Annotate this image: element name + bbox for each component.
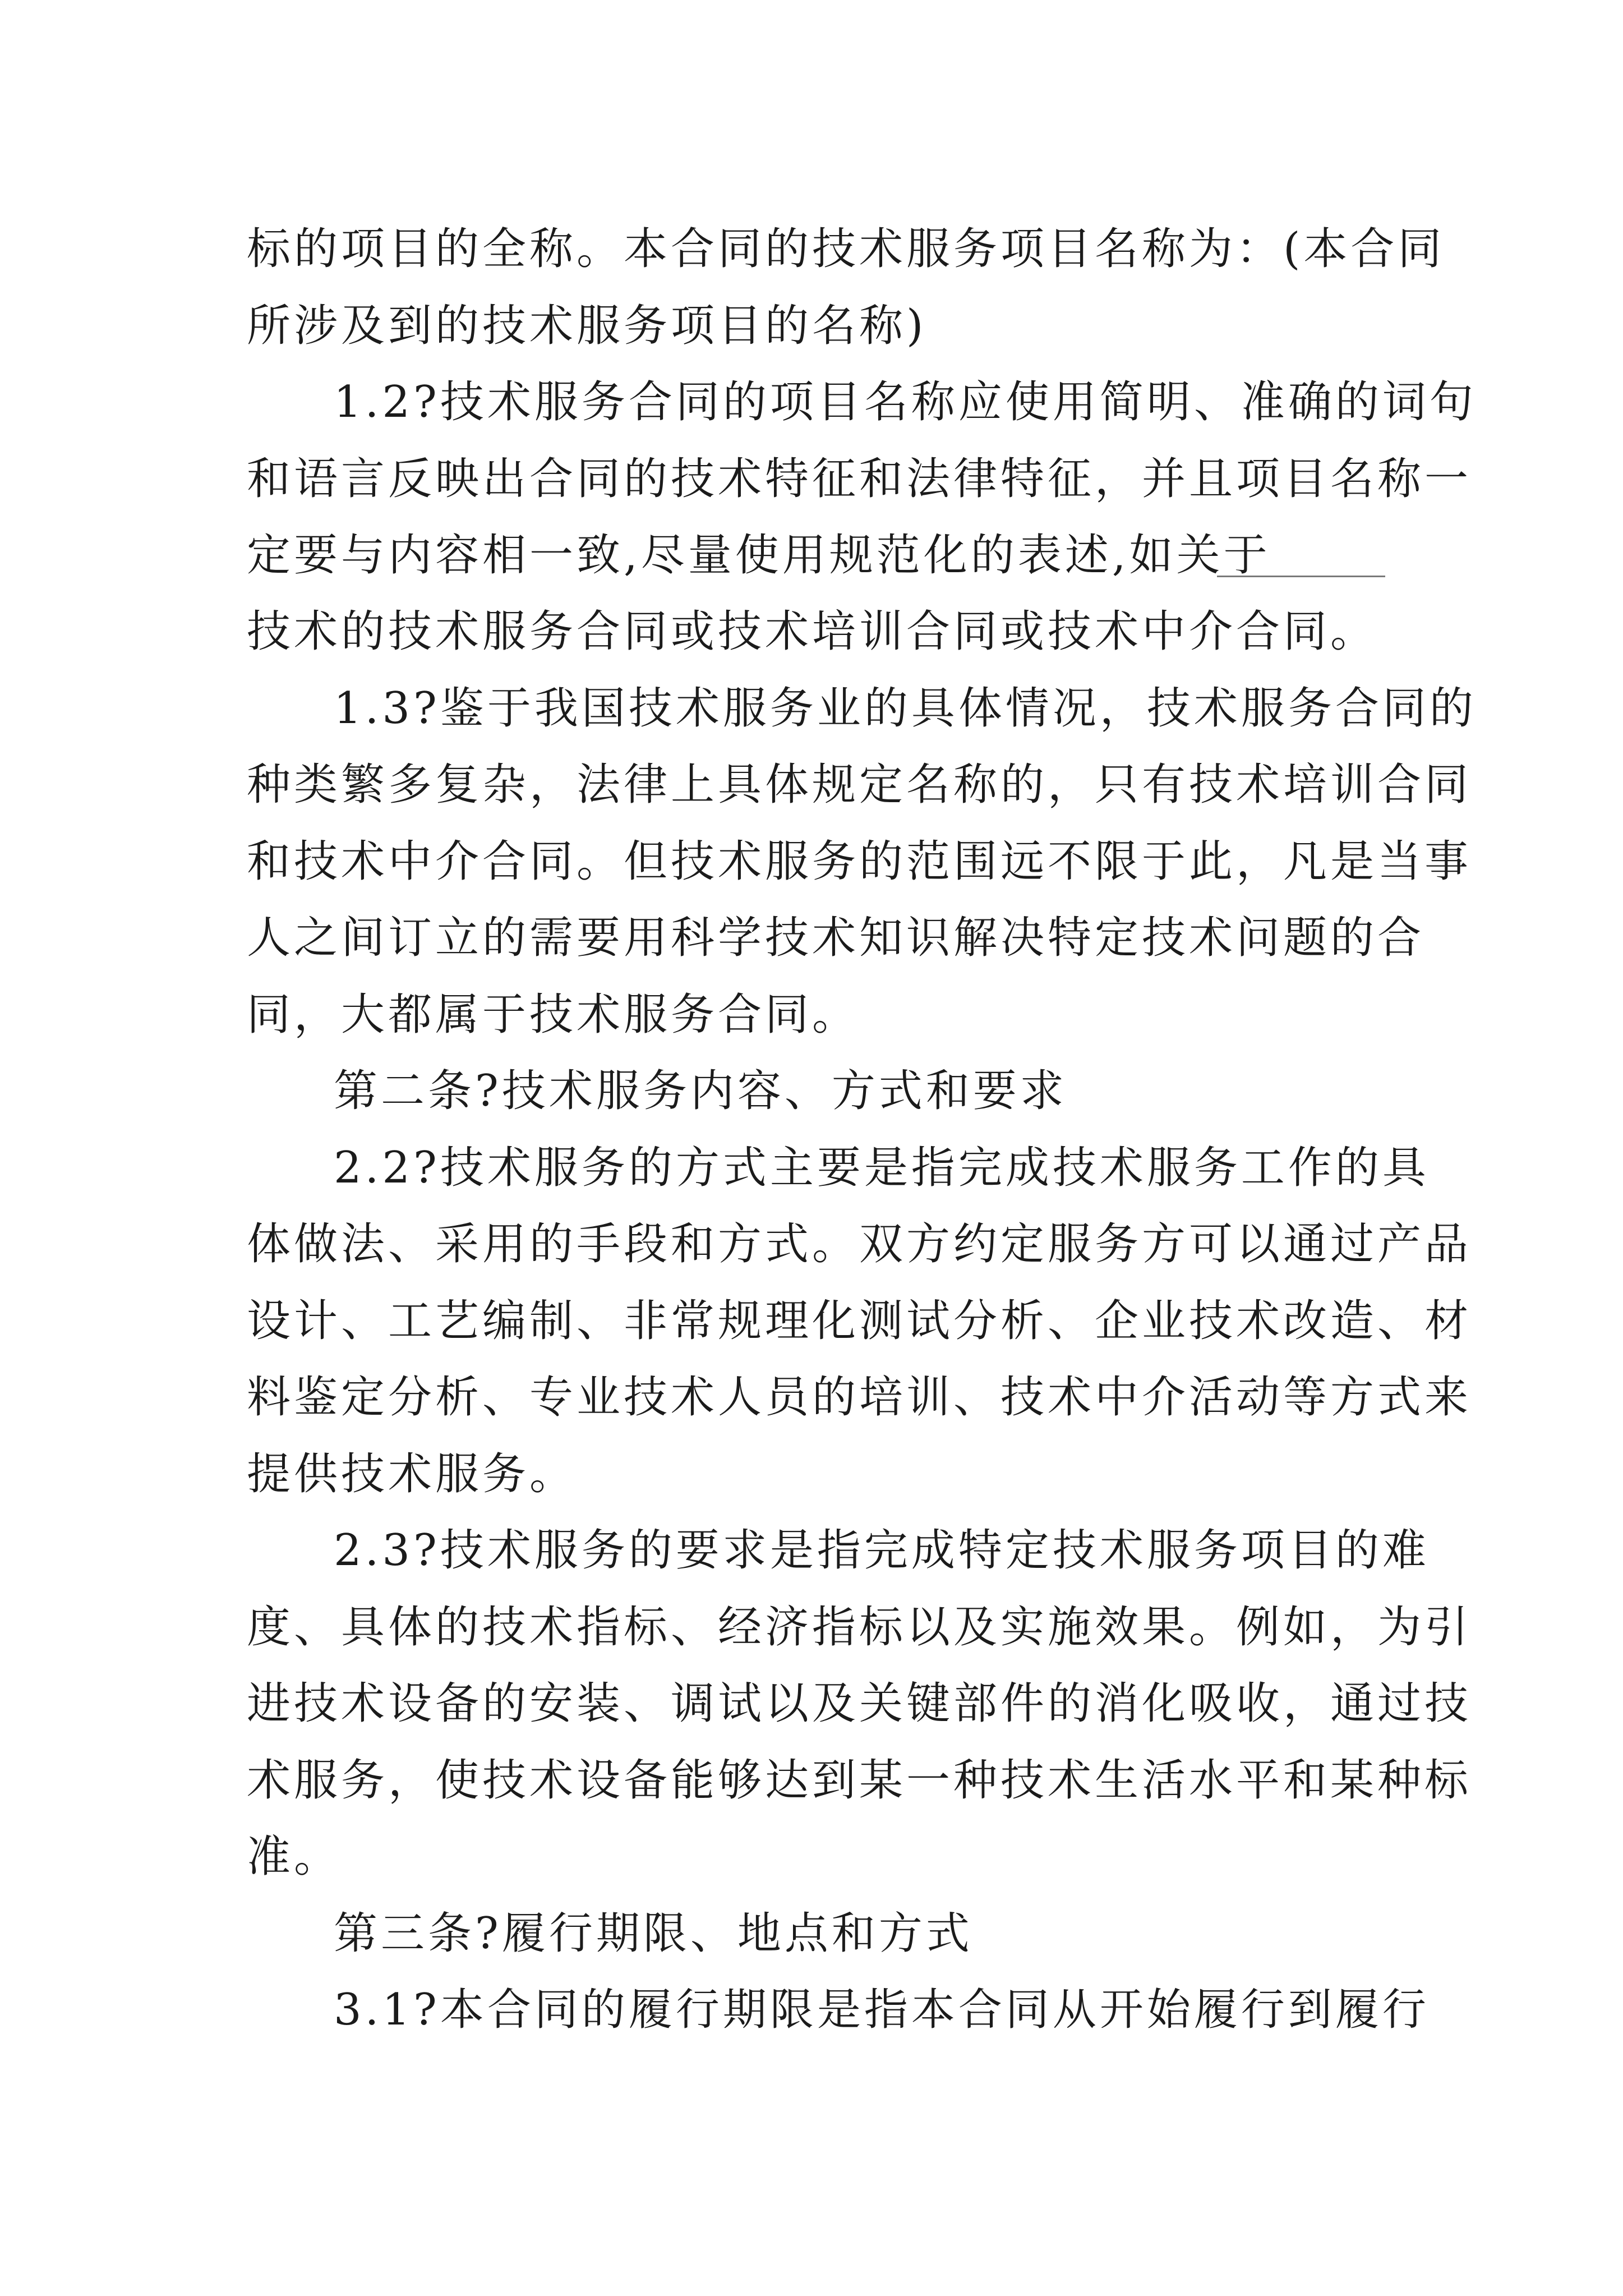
text-line [0,1900,1623,1967]
text-line-content: 定要与内容相一致,尽量使用规范化的表述,如关于 [247,530,1271,581]
text-line-content: 2.2?技术服务的方式主要是指完成技术服务工作的具 [334,1143,1430,1193]
text-line-content: 进技术设备的安装、调试以及关键部件的消化吸收，通过技 [247,1678,1472,1729]
text-line [0,1287,1623,1355]
text-line-content: 1.3?鉴于我国技术服务业的具体情况，技术服务合同的 [334,683,1477,734]
text-line [0,1134,1623,1202]
text-line [0,1441,1623,1508]
text-line [0,1211,1623,1278]
text-line [0,292,1623,360]
text-line-content: 设计、工艺编制、非常规理化测试分析、企业技术改造、材 [247,1296,1472,1346]
text-line-content: 度、具体的技术指标、经济指标以及实施效果。例如，为引 [247,1602,1472,1653]
text-line [0,1670,1623,1737]
section-heading: 第三条?履行期限、地点和方式 [334,1908,973,1959]
section-heading: 第二条?技术服务内容、方式和要求 [334,1066,1067,1116]
text-line [0,1747,1623,1814]
text-line-content: 标的项目的全称。本合同的技术服务项目名称为：(本合同 [247,224,1445,274]
text-line-content: 提供技术服务。 [247,1449,577,1499]
text-line [0,828,1623,895]
text-line-content: 体做法、采用的手段和方式。双方约定服务方可以通过产品 [247,1219,1472,1269]
text-line-content: 所涉及到的技术服务项目的名称) [247,301,927,351]
text-line [0,1364,1623,1431]
text-line-content: 准。 [247,1832,342,1882]
text-line [0,1057,1623,1125]
text-line [0,1517,1623,1584]
text-line-content: 和语言反映出合同的技术特征和法律特征，并且项目名称一 [247,454,1472,504]
text-line [0,751,1623,818]
text-line-content: 2.3?技术服务的要求是指完成特定技术服务项目的难 [334,1525,1430,1576]
text-line [0,445,1623,513]
text-line-content: 料鉴定分析、专业技术人员的培训、技术中介活动等方式来 [247,1372,1472,1423]
text-line [0,1823,1623,1890]
text-line [0,522,1623,589]
text-line [0,598,1623,665]
text-line-content: 种类繁多复杂，法律上具体规定名称的，只有技术培训合同 [247,760,1472,810]
text-line [0,675,1623,742]
text-line [0,981,1623,1048]
text-line-content: 1.2?技术服务合同的项目名称应使用简明、准确的词句 [334,377,1477,427]
text-line-content: 人之间订立的需要用科学技术知识解决特定技术问题的合 [247,913,1425,963]
text-line-content: 同，大都属于技术服务合同。 [247,990,860,1040]
text-line-content: 和技术中介合同。但技术服务的范围远不限于此，凡是当事 [247,836,1472,887]
fill-in-blank [1217,576,1385,577]
text-line [0,1594,1623,1661]
text-line [0,215,1623,283]
text-line [0,904,1623,972]
text-line-content: 技术的技术服务合同或技术培训合同或技术中介合同。 [247,606,1378,657]
text-line [0,1976,1623,2044]
text-line-content: 术服务，使技术设备能够达到某一种技术生活水平和某种标 [247,1755,1472,1806]
text-line-content: 3.1?本合同的履行期限是指本合同从开始履行到履行 [334,1985,1430,2035]
text-line [0,369,1623,436]
